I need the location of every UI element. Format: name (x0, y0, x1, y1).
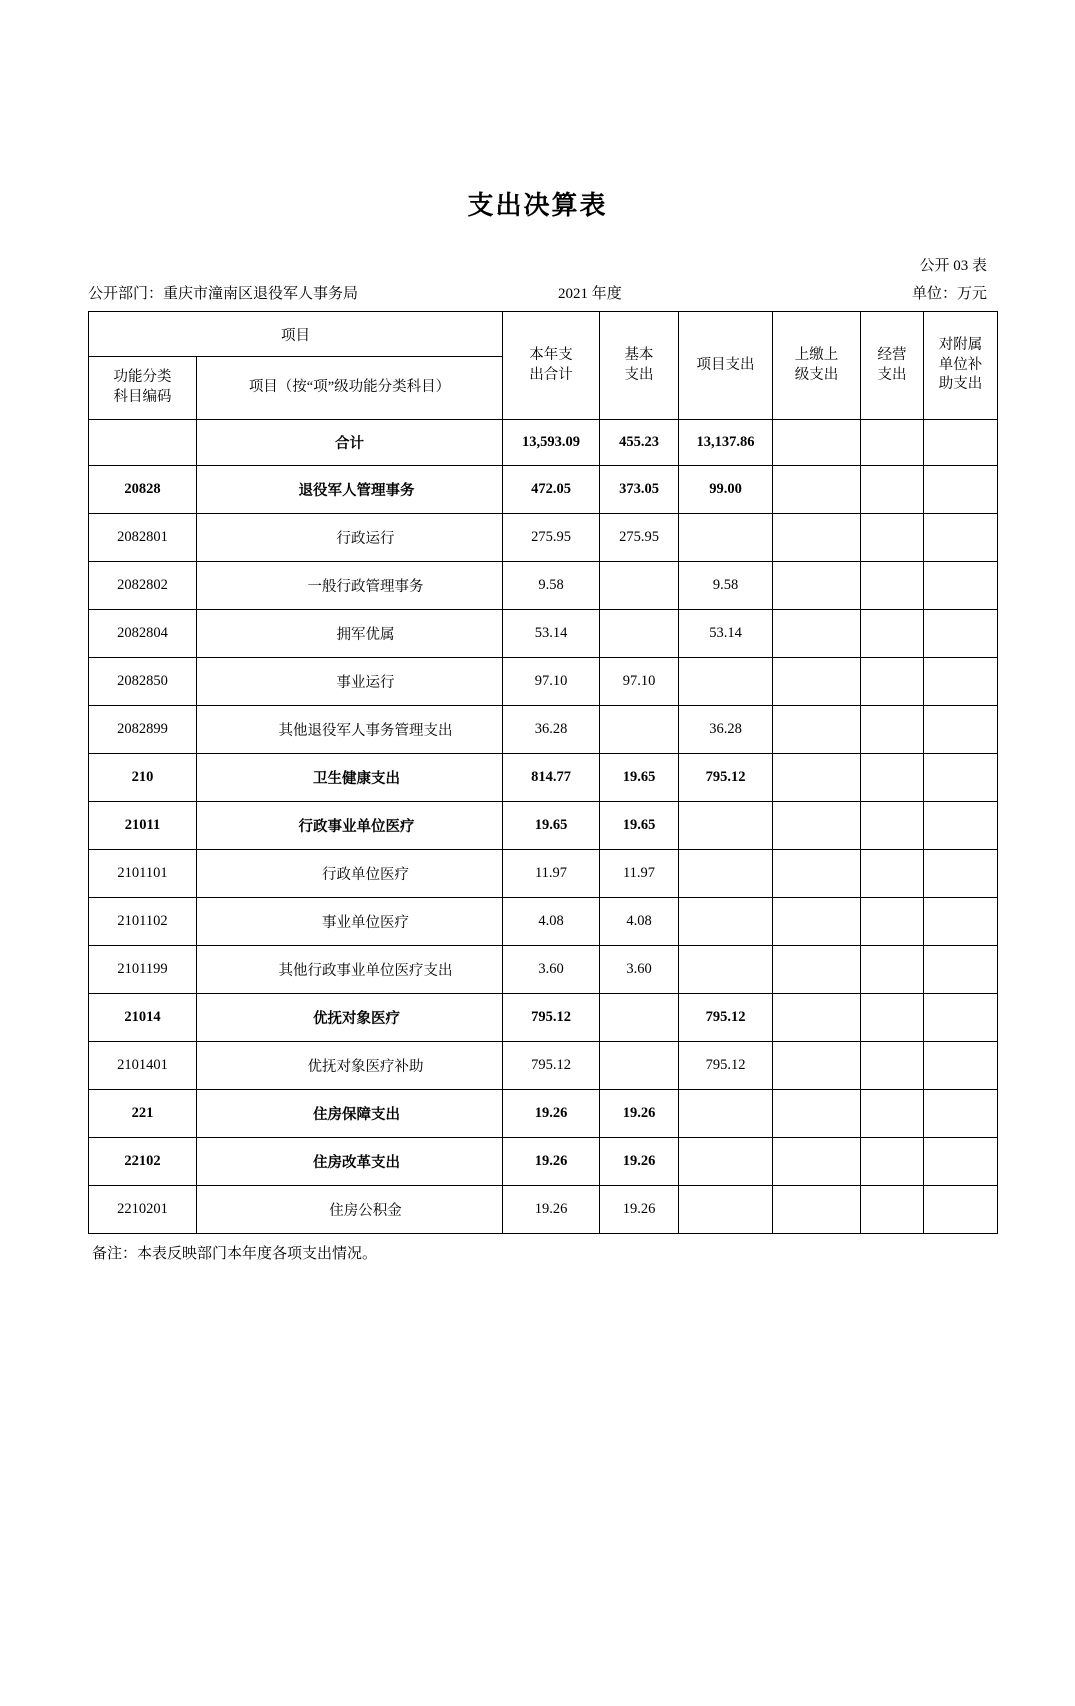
row-subsidy (924, 898, 998, 946)
header-basic: 基本 支出 (600, 312, 679, 420)
row-business (861, 706, 924, 754)
row-code: 221 (89, 1090, 197, 1138)
row-code (89, 420, 197, 466)
row-name (197, 1138, 503, 1186)
header-business: 经营 支出 (861, 312, 924, 420)
row-total: 4.08 (503, 898, 600, 946)
row-code: 2082850 (89, 658, 197, 706)
row-name-text: 优抚对象医疗 (313, 1011, 400, 1027)
row-upper-level (773, 514, 861, 562)
row-upper-level (773, 1090, 861, 1138)
table-note: 备注：本表反映部门本年度各项支出情况。 (92, 1246, 378, 1262)
header-item-group: 项目 (89, 312, 503, 357)
row-name (197, 706, 503, 754)
row-code: 22102 (89, 1138, 197, 1186)
row-subsidy (924, 946, 998, 994)
row-project (679, 898, 773, 946)
row-total: 795.12 (503, 994, 600, 1042)
table-row (89, 610, 998, 658)
row-name-text: 住房公积金 (329, 1203, 402, 1219)
row-upper-level (773, 706, 861, 754)
header-item-name: 项目（按“项”级功能分类科目） (197, 357, 503, 420)
table-row (89, 994, 998, 1042)
row-code: 2082804 (89, 610, 197, 658)
row-total: 36.28 (503, 706, 600, 754)
row-name-text: 行政运行 (336, 531, 395, 547)
table-row (89, 1090, 998, 1138)
row-name-text: 事业运行 (336, 675, 395, 691)
row-basic: 4.08 (600, 898, 679, 946)
row-basic: 11.97 (600, 850, 679, 898)
row-upper-level (773, 466, 861, 514)
row-business (861, 1186, 924, 1234)
row-subsidy (924, 466, 998, 514)
row-business (861, 946, 924, 994)
row-upper-level (773, 946, 861, 994)
row-total: 97.10 (503, 658, 600, 706)
row-code: 2101102 (89, 898, 197, 946)
row-basic: 19.65 (600, 802, 679, 850)
row-name (197, 850, 503, 898)
table-row (89, 1186, 998, 1234)
row-total: 53.14 (503, 610, 600, 658)
expenditure-table (88, 311, 998, 1234)
table-row (89, 1042, 998, 1090)
row-basic (600, 610, 679, 658)
row-total: 3.60 (503, 946, 600, 994)
row-subsidy (924, 1186, 998, 1234)
row-business (861, 1138, 924, 1186)
table-row (89, 562, 998, 610)
row-name (197, 610, 503, 658)
row-project: 795.12 (679, 1042, 773, 1090)
row-subsidy (924, 754, 998, 802)
row-upper-level (773, 1186, 861, 1234)
row-name-text: 住房改革支出 (313, 1155, 400, 1171)
row-basic (600, 562, 679, 610)
table-row (89, 658, 998, 706)
row-name (197, 1186, 503, 1234)
row-name-text: 住房保障支出 (313, 1107, 400, 1123)
row-total: 11.97 (503, 850, 600, 898)
row-name-text: 其他行政事业单位医疗支出 (278, 963, 453, 979)
sheet-number: 公开 03 表 (919, 258, 987, 274)
row-name-text: 其他退役军人事务管理支出 (278, 723, 453, 739)
row-subsidy (924, 610, 998, 658)
table-body (89, 420, 998, 1234)
table-row (89, 514, 998, 562)
header-total: 本年支 出合计 (503, 312, 600, 420)
row-total: 814.77 (503, 754, 600, 802)
row-upper-level (773, 1138, 861, 1186)
row-name (197, 562, 503, 610)
row-name (197, 994, 503, 1042)
row-project: 795.12 (679, 994, 773, 1042)
row-name (197, 754, 503, 802)
row-basic (600, 994, 679, 1042)
row-business (861, 994, 924, 1042)
row-business (861, 420, 924, 466)
row-business (861, 466, 924, 514)
row-business (861, 514, 924, 562)
row-subsidy (924, 658, 998, 706)
row-project (679, 1090, 773, 1138)
row-name-text: 一般行政管理事务 (307, 579, 424, 595)
row-upper-level (773, 898, 861, 946)
row-code: 2101401 (89, 1042, 197, 1090)
row-project: 99.00 (679, 466, 773, 514)
row-project: 13,137.86 (679, 420, 773, 466)
row-upper-level (773, 420, 861, 466)
row-subsidy (924, 1042, 998, 1090)
row-name-text: 行政事业单位医疗 (298, 819, 415, 835)
row-basic: 97.10 (600, 658, 679, 706)
row-name-text: 卫生健康支出 (313, 771, 400, 787)
row-name-text: 行政单位医疗 (322, 867, 409, 883)
row-code: 2082899 (89, 706, 197, 754)
table-row (89, 754, 998, 802)
row-basic: 19.26 (600, 1138, 679, 1186)
header-function-code: 功能分类 科目编码 (89, 357, 197, 420)
row-name (197, 658, 503, 706)
table-row (89, 1138, 998, 1186)
row-basic: 19.65 (600, 754, 679, 802)
table-row (89, 420, 998, 466)
row-total: 13,593.09 (503, 420, 600, 466)
table-header (89, 312, 998, 420)
row-upper-level (773, 994, 861, 1042)
row-subsidy (924, 994, 998, 1042)
row-name-text: 退役军人管理事务 (298, 483, 415, 499)
row-subsidy (924, 514, 998, 562)
row-business (861, 802, 924, 850)
document-meta (88, 281, 987, 303)
row-project (679, 850, 773, 898)
row-code: 21014 (89, 994, 197, 1042)
row-upper-level (773, 610, 861, 658)
row-name (197, 514, 503, 562)
amount-unit: 单位：万元 (911, 286, 987, 302)
document-page (0, 185, 1075, 1706)
row-business (861, 898, 924, 946)
row-name (197, 898, 503, 946)
row-code: 20828 (89, 466, 197, 514)
row-basic: 19.26 (600, 1186, 679, 1234)
row-total: 275.95 (503, 514, 600, 562)
table-row (89, 850, 998, 898)
row-basic: 3.60 (600, 946, 679, 994)
row-total: 19.65 (503, 802, 600, 850)
row-subsidy (924, 1138, 998, 1186)
header-subsidy: 对附属 单位补 助支出 (924, 312, 998, 420)
row-total: 9.58 (503, 562, 600, 610)
row-project: 9.58 (679, 562, 773, 610)
row-name-text: 事业单位医疗 (322, 915, 409, 931)
department-line (88, 282, 358, 303)
row-project: 36.28 (679, 706, 773, 754)
row-name (197, 802, 503, 850)
row-basic (600, 706, 679, 754)
row-business (861, 754, 924, 802)
row-project (679, 1138, 773, 1186)
row-total: 19.26 (503, 1090, 600, 1138)
row-subsidy (924, 802, 998, 850)
row-project: 53.14 (679, 610, 773, 658)
row-total: 472.05 (503, 466, 600, 514)
table-row (89, 802, 998, 850)
row-business (861, 1090, 924, 1138)
row-subsidy (924, 706, 998, 754)
row-business (861, 850, 924, 898)
row-code: 210 (89, 754, 197, 802)
row-code: 2101199 (89, 946, 197, 994)
row-total: 19.26 (503, 1186, 600, 1234)
row-total: 19.26 (503, 1138, 600, 1186)
row-upper-level (773, 658, 861, 706)
row-upper-level (773, 754, 861, 802)
table-row (89, 466, 998, 514)
table-row (89, 946, 998, 994)
row-code: 2082802 (89, 562, 197, 610)
row-business (861, 610, 924, 658)
row-subsidy (924, 1090, 998, 1138)
department-label: 公开部门： (88, 286, 164, 302)
row-name (197, 946, 503, 994)
row-subsidy (924, 562, 998, 610)
row-code: 2082801 (89, 514, 197, 562)
row-project (679, 802, 773, 850)
row-name: 合计 (197, 420, 503, 466)
row-name-text: 优抚对象医疗补助 (307, 1059, 424, 1075)
table-row (89, 706, 998, 754)
row-upper-level (773, 1042, 861, 1090)
row-upper-level (773, 562, 861, 610)
row-project: 795.12 (679, 754, 773, 802)
row-project (679, 658, 773, 706)
row-code: 2101101 (89, 850, 197, 898)
row-total: 795.12 (503, 1042, 600, 1090)
row-basic: 19.26 (600, 1090, 679, 1138)
row-project (679, 1186, 773, 1234)
row-basic: 373.05 (600, 466, 679, 514)
fiscal-year: 2021 年度 (558, 286, 622, 302)
row-business (861, 1042, 924, 1090)
row-code: 2210201 (89, 1186, 197, 1234)
header-project: 项目支出 (679, 312, 773, 420)
row-name (197, 466, 503, 514)
page-title: 支出决算表 (467, 191, 608, 220)
header-upper-level: 上缴上 级支出 (773, 312, 861, 420)
row-business (861, 562, 924, 610)
row-name (197, 1042, 503, 1090)
table-row (89, 898, 998, 946)
row-basic: 275.95 (600, 514, 679, 562)
row-basic: 455.23 (600, 420, 679, 466)
row-project (679, 946, 773, 994)
row-basic (600, 1042, 679, 1090)
row-subsidy (924, 850, 998, 898)
row-business (861, 658, 924, 706)
row-subsidy (924, 420, 998, 466)
row-upper-level (773, 802, 861, 850)
row-upper-level (773, 850, 861, 898)
row-project (679, 514, 773, 562)
row-name (197, 1090, 503, 1138)
row-name-text: 拥军优属 (336, 627, 395, 643)
row-code: 21011 (89, 802, 197, 850)
department-name: 重庆市潼南区退役军人事务局 (163, 286, 359, 302)
